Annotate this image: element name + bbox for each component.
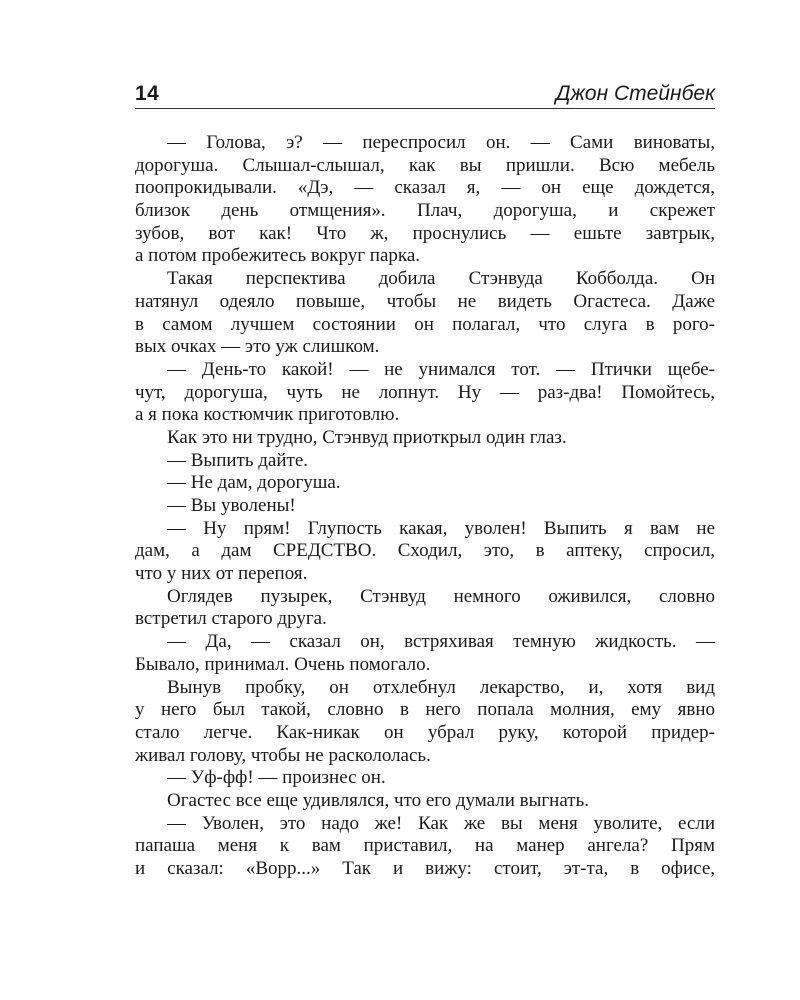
paragraph xyxy=(135,132,715,268)
text-line: дам, а дам СРЕДСТВО. Сходил, это, в аптеку, спросил, xyxy=(135,540,715,562)
text-line: — Уф-фф! — произнес он. xyxy=(167,767,386,789)
text-line: у него был такой, словно в него попала молния, ему явно xyxy=(135,699,715,721)
paragraph xyxy=(135,359,715,427)
header-rule xyxy=(135,108,715,109)
text-line: — Не дам, дорогуша. xyxy=(167,472,341,494)
text-line: — Уволен, это надо же! Как же вы меня уволите, если xyxy=(167,812,715,834)
text-line: — Выпить дайте. xyxy=(167,449,308,471)
paragraph xyxy=(135,586,715,631)
text-line: живал голову, чтобы не раскололась. xyxy=(135,744,431,766)
text-line: в самом лучшем состоянии он полагал, что слуга в рого- xyxy=(135,313,715,335)
running-head-author: Джон Стейнбек xyxy=(555,82,715,105)
paragraph xyxy=(135,268,715,359)
text-line: — Голова, э? — переспросил он. — Сами виноваты, xyxy=(167,132,715,153)
paragraph xyxy=(135,427,715,450)
text-line: Как это ни трудно, Стэнвуд приоткрыл один глаз. xyxy=(167,426,567,448)
text-line: Вынув пробку, он отхлебнул лекарство, и, хотя вид xyxy=(167,676,715,698)
body-text xyxy=(135,132,715,881)
paragraph xyxy=(135,495,715,518)
text-line: Огастес все еще удивлялся, что его думали выгнать. xyxy=(167,789,589,811)
text-line: близок день отмщения». Плач, дорогуша, и скрежет xyxy=(135,200,715,222)
paragraph xyxy=(135,790,715,813)
text-line: — День-то какой! — не унимался тот. — Птички щебе- xyxy=(167,358,715,380)
text-line: — Вы уволены! xyxy=(167,495,296,516)
text-line: и сказал: «Ворр...» Так и вижу: стоит, эт-та, в офисе, xyxy=(135,858,715,879)
paragraph xyxy=(135,518,715,586)
paragraph xyxy=(135,813,715,881)
text-line: встретил старого друга. xyxy=(135,608,327,630)
page-number: 14 xyxy=(135,82,160,105)
text-line: Бывало, принимал. Очень помогало. xyxy=(135,653,431,675)
text-line: натянул одеяло повыше, чтобы не видеть Огастеса. Даже xyxy=(135,290,715,312)
paragraph xyxy=(135,767,715,790)
paragraph xyxy=(135,472,715,495)
text-line: зубов, вот как! Что ж, проснулись — ешьте завтрык, xyxy=(135,222,715,244)
text-line: чут, дорогуша, чуть не лопнут. Ну — раз-два! Помойтесь, xyxy=(135,381,715,403)
text-line: поопрокидывали. «Дэ, — сказал я, — он еще дождется, xyxy=(135,177,715,199)
paragraph xyxy=(135,677,715,768)
text-line: что у них от перепоя. xyxy=(135,563,308,585)
text-line: Такая перспектива добила Стэнвуда Кобболда. Он xyxy=(167,268,715,290)
text-line: стало легче. Как-никак он убрал руку, которой придер- xyxy=(135,721,715,743)
text-line: а потом пробежитесь вокруг парка. xyxy=(135,245,421,267)
paragraph xyxy=(135,631,715,676)
text-line: дорогуша. Слышал-слышал, как вы пришли. Всю мебель xyxy=(135,154,715,176)
paragraph xyxy=(135,450,715,473)
text-line: вых очках — это уж слишком. xyxy=(135,336,380,358)
text-line: Оглядев пузырек, Стэнвуд немного оживился, словно xyxy=(167,585,715,607)
text-line: папаша меня к вам приставил, на манер ангела? Прям xyxy=(135,835,715,857)
text-line: а я пока костюмчик приготовлю. xyxy=(135,404,400,426)
text-line: — Ну прям! Глупость какая, уволен! Выпить я вам не xyxy=(167,517,715,539)
text-line: — Да, — сказал он, встряхивая темную жидкость. — xyxy=(167,631,715,653)
